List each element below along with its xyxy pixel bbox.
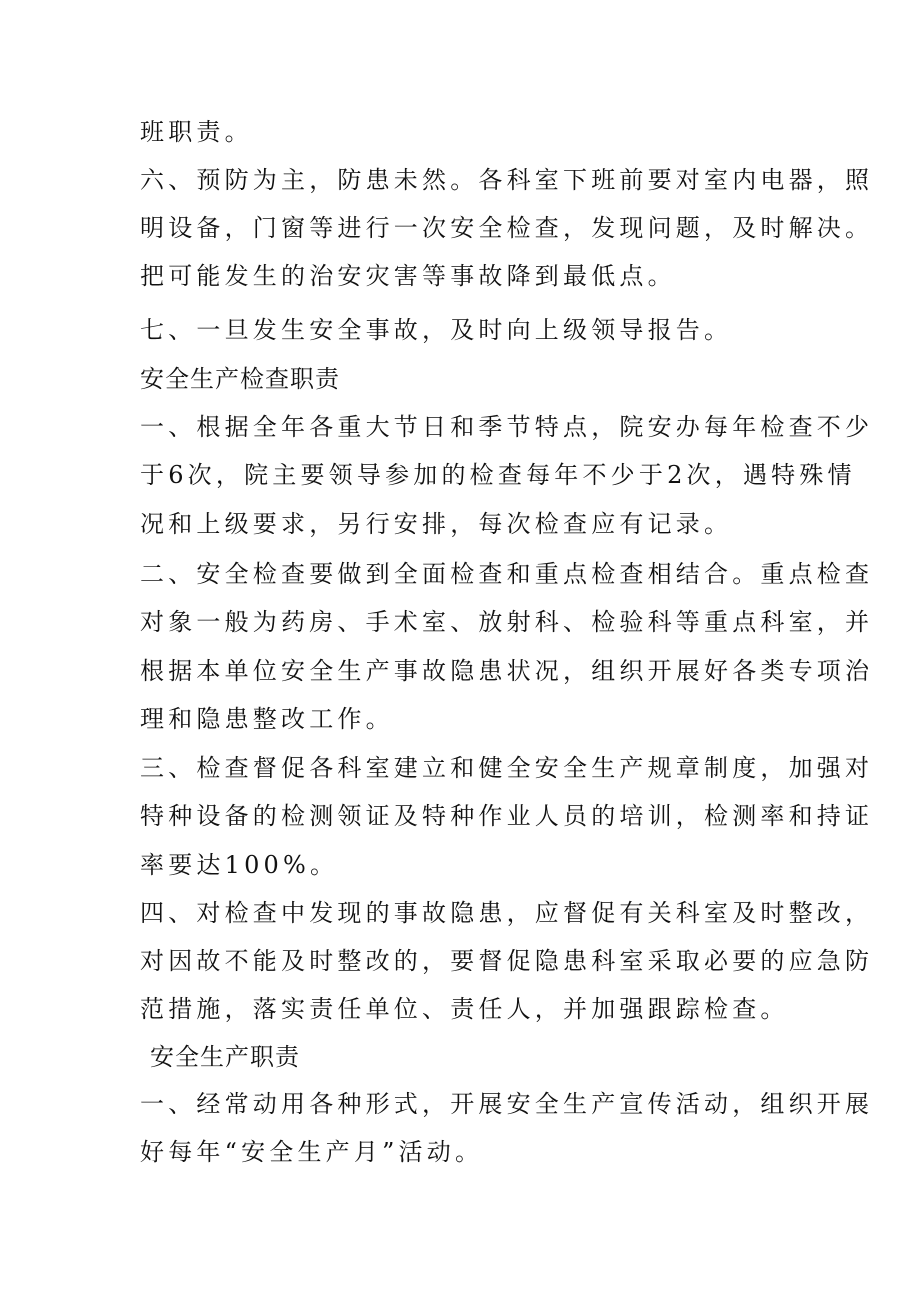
text-line-12: 根据本单位安全生产事故隐患状况，组织开展好各类专项治 <box>140 657 874 685</box>
text-line-21: 一、经常动用各种形式，开展安全生产宣传活动，组织开展 <box>140 1090 874 1118</box>
text-line-15: 特种设备的检测领证及特种作业人员的培训，检测率和持证 <box>140 802 874 830</box>
text-line-16: 率要达100%。 <box>140 851 339 879</box>
text-line-10: 二、安全检查要做到全面检查和重点检查相结合。重点检查 <box>140 560 874 588</box>
text-line-13: 理和隐患整改工作。 <box>140 705 394 733</box>
text-line-3: 明设备，门窗等进行一次安全检查，发现问题，及时解决。 <box>140 214 874 242</box>
text-line-2: 六、预防为主，防患未然。各科室下班前要对室内电器，照 <box>140 166 874 194</box>
text-line-14: 三、检查督促各科室建立和健全安全生产规章制度，加强对 <box>140 754 874 782</box>
text-line-22: 好每年“安全生产月”活动。 <box>140 1138 484 1166</box>
text-line-18: 对因故不能及时整改的，要督促隐患科室采取必要的应急防 <box>140 947 874 975</box>
text-line-1: 班职责。 <box>140 118 253 146</box>
text-line-7: 一、根据全年各重大节日和季节特点，院安办每年检查不少 <box>140 413 874 441</box>
text-line-4: 把可能发生的治安灾害等事故降到最低点。 <box>140 262 676 290</box>
text-line-8: 于6次，院主要领导参加的检查每年不少于2次，遇特殊情 <box>140 461 856 489</box>
text-line-5: 七、一旦发生安全事故，及时向上级领导报告。 <box>140 316 733 344</box>
text-line-17: 四、对检查中发现的事故隐患，应督促有关科室及时整改， <box>140 899 874 927</box>
text-line-19: 范措施，落实责任单位、责任人，并加强跟踪检查。 <box>140 995 789 1023</box>
section-heading-safety: 安全生产职责 <box>150 1043 300 1071</box>
text-line-11: 对象一般为药房、手术室、放射科、检验科等重点科室，并 <box>140 608 874 636</box>
section-heading-inspection: 安全生产检查职责 <box>140 365 340 393</box>
text-line-9: 况和上级要求，另行安排，每次检查应有记录。 <box>140 510 733 538</box>
